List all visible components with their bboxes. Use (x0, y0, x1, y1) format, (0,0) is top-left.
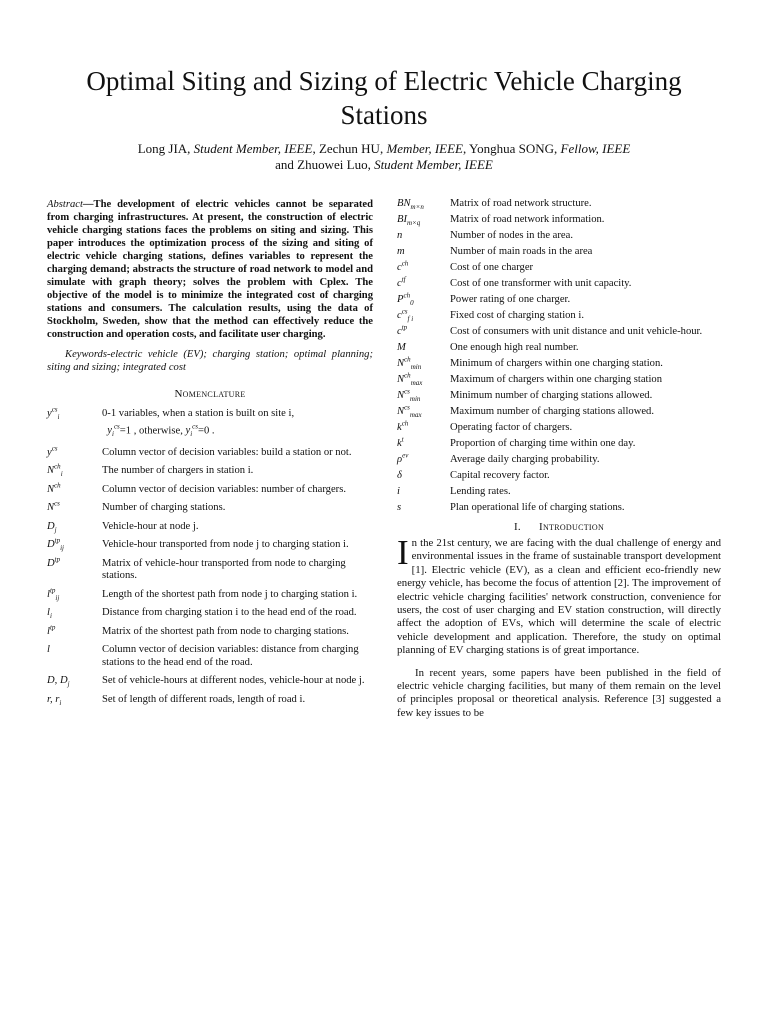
nomenclature-row (397, 502, 721, 518)
symbol-sub: m×q (407, 219, 421, 228)
abstract-body: The development of electric vehicles cannot be separated from charging infrastructures. At present, the construction of electric vehicle charging stations faces the problems on siting and sizing. This paper introduces the optimization process of the sizing and siting of electric vehicle charging stations, defines variables to represent the charging demand; abstracts the structure of road network to model and simulate with graph theory; solves the problem with Cplex. The objective of the model is to minimize the integrated cost of charging stations and consumers. The calculation results, using the data of Stockholm, Sweden, show that the method can effectively reduce the construction and operation costs, and facilitate user charging. (47, 199, 373, 340)
author-name: , Yonghua SONG, (462, 141, 561, 156)
symbol-base: c (397, 310, 402, 321)
definition-text: Minimum number of charging stations allowed. (450, 390, 653, 401)
nomenclature-symbol (397, 502, 450, 518)
symbol-base: D (47, 539, 55, 551)
introduction-heading (397, 521, 721, 533)
nomenclature-symbol (47, 555, 102, 589)
nomenclature-symbol (47, 499, 102, 521)
nomenclature-definition (450, 502, 721, 518)
symbol-base: i (397, 486, 400, 497)
definition-text: One enough high real number. (450, 342, 579, 353)
symbol-sup: ch (401, 259, 409, 268)
nomenclature-definition (450, 422, 721, 438)
symbol-base: N (397, 406, 405, 417)
symbol-base: l (47, 588, 50, 600)
symbol-base: l (47, 644, 50, 656)
nomenclature-row (47, 694, 373, 713)
symbol-base: N (397, 390, 405, 401)
nomenclature-row (397, 294, 721, 310)
nomenclature-row (397, 198, 721, 214)
symbol-sub: f i (407, 315, 414, 324)
symbol-sup: cs (404, 387, 410, 396)
symbol-sup: ch (403, 291, 411, 300)
symbol-base: D, D (47, 675, 68, 687)
definition-text: Operating factor of chargers. (450, 422, 573, 433)
nomenclature-symbol (397, 214, 450, 230)
definition-text: Maximum number of charging stations allowed. (450, 406, 654, 417)
symbol-sub: j (67, 680, 70, 689)
symbol-base: N (47, 502, 55, 514)
nomenclature-symbol (397, 486, 450, 502)
symbol-sub: i (57, 413, 60, 422)
definition-text: Column vector of decision variables: build a station or not. (102, 446, 352, 458)
condition-expression: $y_i^{cs}$ (182, 422, 199, 439)
nomenclature-definition (102, 626, 373, 645)
nomenclature-definition (102, 607, 373, 626)
nomenclature-symbol (47, 644, 102, 675)
nomenclature-row (397, 246, 721, 262)
definition-text: Matrix of the shortest path from node to charging stations. (102, 625, 349, 637)
nomenclature-definition (102, 539, 373, 558)
symbol-base: l (47, 625, 50, 637)
symbol-sup: cs (51, 405, 58, 414)
definition-text: Plan operational life of charging stations. (450, 502, 625, 513)
definition-text: Column vector of decision variables: number of chargers. (102, 483, 346, 495)
definition-text: 0-1 variables, when a station is built on site i, (102, 408, 295, 419)
definition-text: Proportion of charging time within one day. (450, 438, 636, 449)
symbol-base: k (397, 438, 402, 449)
nomenclature-symbol (397, 470, 450, 486)
symbol-sup: tp (49, 623, 56, 632)
nomenclature-symbol (397, 198, 450, 214)
nomenclature-symbol (397, 419, 450, 438)
nomenclature-definition (450, 230, 721, 246)
symbol-sub: min (410, 363, 422, 372)
author-name: and Zhuowei Luo, (275, 157, 375, 172)
nomenclature-row (47, 484, 373, 503)
nomenclature-definition (450, 246, 721, 262)
nomenclature-symbol (47, 623, 102, 645)
nomenclature-row (397, 326, 721, 342)
nomenclature-row (397, 486, 721, 502)
symbol-base: m (397, 246, 405, 257)
nomenclature-symbol (397, 230, 450, 246)
nomenclature-definition (102, 589, 373, 608)
nomenclature-row (397, 310, 721, 326)
symbol-base: P (397, 294, 404, 305)
definition-text: Matrix of road network structure. (450, 198, 592, 209)
symbol-base: c (397, 262, 402, 273)
symbol-base: N (47, 483, 55, 495)
definition-text: Matrix of road network information. (450, 214, 605, 225)
nomenclature-row (397, 454, 721, 470)
symbol-sup: ev (402, 451, 409, 460)
author-line-2 (40, 157, 728, 173)
symbol-sup: tp (54, 555, 61, 564)
nomenclature-definition (450, 262, 721, 278)
nomenclature-row (47, 465, 373, 484)
author-role: Student Member, IEEE (374, 157, 493, 172)
nomenclature-right (397, 198, 721, 518)
nomenclature-definition (450, 294, 721, 310)
nomenclature-definition (102, 694, 373, 713)
nomenclature-definition (450, 358, 721, 374)
nomenclature-row (47, 408, 373, 447)
symbol-base: k (397, 422, 402, 433)
nomenclature-row (397, 438, 721, 454)
definition-text: Average daily charging probability. (450, 454, 600, 465)
symbol-base: c (397, 278, 402, 289)
nomenclature-row (47, 675, 373, 694)
author-name: , Zechun HU, (312, 141, 387, 156)
symbol-sub: max (410, 379, 423, 388)
definition-text: Distance from charging station i to the head end of the road. (102, 607, 357, 619)
nomenclature-row (47, 502, 373, 521)
nomenclature-row (397, 342, 721, 358)
definition-text: Minimum of chargers within one charging station. (450, 358, 663, 369)
nomenclature-definition (450, 470, 721, 486)
nomenclature-row (47, 539, 373, 558)
nomenclature-definition (450, 406, 721, 422)
intro-paragraph-2: In recent years, some papers have been published in the field of electric vehicle charging facilities, but many of them remain on the level of principles proposal or theoretical analysis. Reference [3] suggested a few key issues to be (397, 666, 721, 719)
definition-text: Cost of one charger (450, 262, 534, 273)
author-role: Student Member, IEEE (193, 141, 313, 156)
symbol-sup: ch (404, 371, 411, 380)
nomenclature-symbol (47, 405, 102, 447)
nomenclature-row (397, 230, 721, 246)
symbol-base: s (397, 502, 402, 513)
symbol-sub: j (54, 525, 57, 534)
nomenclature-symbol (397, 323, 450, 342)
symbol-base: ρ (397, 454, 403, 465)
section-number: I. (513, 521, 521, 533)
definition-text: Fixed cost of charging station i. (450, 310, 584, 321)
symbol-base: N (47, 465, 55, 477)
symbol-sup: tf (401, 275, 406, 284)
author-name: Long JIA, (137, 141, 194, 156)
keywords: Keywords-electric vehicle (EV); charging station; optimal planning; siting and sizing; integrated cost (47, 349, 373, 373)
symbol-sup: cs (401, 307, 408, 316)
symbol-sub: min (409, 395, 421, 404)
nomenclature-definition (450, 278, 721, 294)
nomenclature-symbol (47, 586, 102, 608)
definition-text: Cost of consumers with unit distance and unit vehicle-hour. (450, 326, 703, 337)
nomenclature-row (47, 447, 373, 466)
author-role: Fellow, IEEE (560, 141, 631, 156)
symbol-sup: ch (404, 355, 411, 364)
nomenclature-row (47, 558, 373, 589)
symbol-sup: tp (49, 586, 56, 595)
symbol-base: D (47, 520, 55, 532)
nomenclature-definition (450, 214, 721, 230)
symbol-base: BN (397, 198, 411, 209)
nomenclature-definition (102, 521, 373, 540)
symbol-base: y (47, 446, 52, 458)
nomenclature-definition (450, 486, 721, 502)
symbol-base: δ (397, 470, 402, 481)
paper-title: Optimal Siting and Sizing of Electric Vehicle Charging Stations (86, 66, 682, 130)
nomenclature-definition (102, 558, 373, 589)
abstract (47, 198, 373, 341)
symbol-base: BI (397, 214, 407, 225)
right-column (397, 198, 721, 720)
definition-text: Number of charging stations. (102, 502, 226, 514)
nomenclature-definition (450, 390, 721, 406)
nomenclature-row (47, 626, 373, 645)
definition-text: Vehicle-hour at node j. (102, 520, 199, 532)
symbol-sup: ch (401, 419, 409, 428)
drop-cap: I (397, 533, 409, 572)
symbol-sup: tp (54, 536, 61, 545)
nomenclature-definition (102, 502, 373, 521)
nomenclature-row (397, 390, 721, 406)
author-list (40, 141, 728, 173)
author-role: Member, IEEE (386, 141, 463, 156)
nomenclature-symbol (397, 451, 450, 470)
symbol-sub: i (60, 470, 63, 479)
symbol-sup: cs (404, 403, 410, 412)
nomenclature-definition (450, 342, 721, 358)
definition-text: Lending rates. (450, 486, 511, 497)
nomenclature-definition (450, 310, 721, 326)
nomenclature-row (397, 374, 721, 390)
symbol-base: D (47, 557, 55, 569)
symbol-sup: t (401, 435, 404, 444)
definition-text: Capital recovery factor. (450, 470, 550, 481)
nomenclature-row (47, 607, 373, 626)
nomenclature-definition (450, 454, 721, 470)
author-line-1 (40, 141, 728, 157)
nomenclature-definition (450, 374, 721, 390)
symbol-sup: tp (401, 323, 408, 332)
left-column (47, 198, 373, 712)
definition-text: Power rating of one charger. (450, 294, 571, 305)
nomenclature-heading: Nomenclature (174, 388, 246, 400)
symbol-base: n (397, 230, 403, 241)
symbol-base: N (397, 358, 405, 369)
definition-text: Maximum of chargers within one charging station (450, 374, 663, 385)
symbol-sup: cs (51, 444, 58, 453)
symbol-sub: i (49, 612, 52, 621)
nomenclature-row (397, 358, 721, 374)
symbol-sub: ij (55, 593, 60, 602)
symbol-sub: max (409, 411, 422, 420)
nomenclature-row (397, 214, 721, 230)
definition-text: Set of length of different roads, length of road i. (102, 693, 306, 705)
nomenclature-row (397, 406, 721, 422)
definition-text: Column vector of decision variables: distance from charging stations to the head end of the road. (102, 644, 359, 668)
nomenclature-definition (450, 198, 721, 214)
definition-text: The number of chargers in station i. (102, 465, 254, 477)
definition-text: Matrix of vehicle-hour transported from node to charging stations. (102, 557, 346, 582)
symbol-base: y (47, 408, 52, 419)
nomenclature-row (47, 644, 373, 675)
nomenclature-definition (450, 438, 721, 454)
symbol-sub: m×n (410, 203, 424, 212)
definition-text: Length of the shortest path from node j to charging station i. (102, 588, 358, 600)
symbol-base: c (397, 326, 402, 337)
abstract-lead: Abstract (47, 199, 83, 210)
section-title: Introduction (538, 521, 605, 533)
nomenclature-symbol (47, 675, 102, 694)
nomenclature-definition (102, 408, 373, 447)
definition-text: Vehicle-hour transported from node j to charging station i. (102, 539, 349, 551)
condition-text-1: =1 , otherwise, (119, 425, 183, 437)
condition-text-2: =0 . (198, 425, 215, 437)
nomenclature-definition (102, 675, 373, 694)
symbol-sup: ch (54, 481, 61, 490)
nomenclature-left (47, 405, 373, 712)
nomenclature-symbol (47, 694, 102, 713)
symbol-sup: cs (54, 499, 60, 508)
symbol-sub: i (59, 698, 62, 707)
intro-paragraph-1-text: n the 21st century, we are facing with the dual challenge of energy and environmental issues in the frame of sustainable transport development [1]. Electric vehicle (EV), as a clean and efficient eco-friendly new energy vehicle, has become the focus of attention [2]. The improvement of electric vehicle charging facilities' network construction, convenience for users, the cost of user charging and EV station construction, will directly affect the adoption of EVs, which will determine the scale of electric vehicle development and application. Therefore, the study on optimal planning of EV charging stations is of great importance. (397, 537, 721, 657)
symbol-base: M (397, 342, 406, 353)
nomenclature-row (397, 470, 721, 486)
nomenclature-row (397, 278, 721, 294)
symbol-sub: 0 (410, 299, 414, 308)
nomenclature-definition (102, 465, 373, 484)
nomenclature-definition (102, 644, 373, 675)
nomenclature-row (47, 521, 373, 540)
nomenclature-definition (102, 484, 373, 503)
nomenclature-definition (102, 447, 373, 466)
abstract-dash: — (82, 199, 94, 210)
intro-paragraph-1 (397, 533, 721, 658)
symbol-base: r, r (47, 693, 60, 705)
symbol-base: N (397, 374, 405, 385)
symbol-sup: ch (54, 462, 61, 471)
nomenclature-row (397, 262, 721, 278)
definition-text: Set of vehicle-hours at different nodes, vehicle-hour at node j. (102, 675, 365, 687)
nomenclature-definition (450, 326, 721, 342)
condition-expression: $y_i^{cs}$ (102, 422, 120, 439)
symbol-base: l (47, 607, 50, 619)
nomenclature-row (47, 589, 373, 608)
definition-text: Number of nodes in the area. (450, 230, 573, 241)
symbol-sub: ij (60, 544, 64, 553)
definition-text: Number of main roads in the area (450, 246, 593, 257)
nomenclature-row (397, 422, 721, 438)
definition-text: Cost of one transformer with unit capacity. (450, 278, 632, 289)
